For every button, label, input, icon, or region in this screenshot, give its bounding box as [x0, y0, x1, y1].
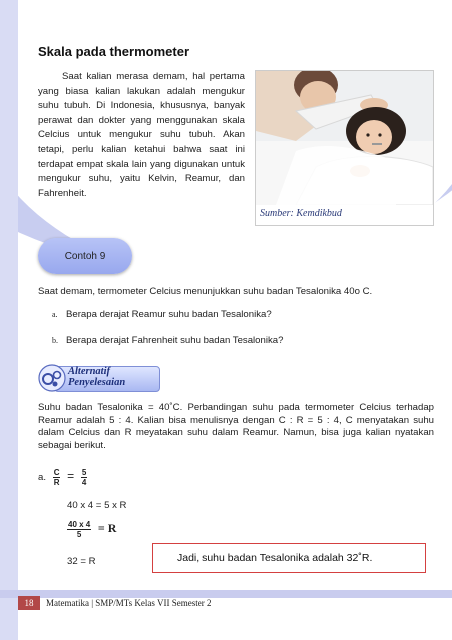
question-item-text: Berapa derajat Fahrenheit suhu badan Tesalonika? [66, 335, 284, 346]
fraction-numerator: 40 x 4 [68, 520, 91, 529]
question-item-letter: a. [52, 310, 58, 319]
section-title: Skala pada thermometer [38, 44, 190, 59]
fraction-5-over-4 [81, 468, 87, 487]
photo-caption: Sumber: Kemdikbud [256, 205, 433, 225]
question-item-letter: b. [52, 336, 58, 345]
example-question: Saat demam, termometer Celcius menunjukkan suhu badan Tesalonika 40o C. [38, 286, 373, 297]
page-number: 18 [18, 596, 40, 610]
fraction-c-over-r [53, 468, 61, 487]
example-label: Contoh 9 [38, 238, 132, 274]
illustration-photo [255, 70, 434, 226]
footer-text: Matematika | SMP/MTs Kelas VII Semester 2 [46, 598, 212, 608]
fraction-numerator: 5 [81, 468, 87, 477]
question-item-a [52, 309, 272, 320]
equation-label: a. [38, 472, 47, 484]
question-item-text: Berapa derajat Reamur suhu badan Tesalonika? [66, 309, 272, 320]
equation-3 [67, 520, 116, 539]
badge-line-2: Penyelesaian [68, 377, 126, 388]
sick-child-illustration [256, 71, 433, 205]
equation-2: 40 x 4 = 5 x R [67, 500, 127, 511]
equation-1 [38, 468, 87, 487]
equals-r: = R [97, 521, 117, 536]
conclusion-box: Jadi, suhu badan Tesalonika adalah 32˚R. [152, 543, 426, 573]
fraction-160-over-5 [67, 520, 91, 539]
equation-4: 32 = R [67, 556, 96, 567]
intro-paragraph: Saat kalian merasa demam, hal pertama yang biasa kalian lakukan adalah mengukur suhu tubuh. Di Indonesia, khususnya, banyak perawat dan dokter yang menggunakan skala Celcius untuk mengukur suhu tubuh. Akan tetapi, perlu kalian ketahui bahwa saat ini terdapat empat skala lain yang digunakan untuk mengukur suhu, yaitu Kelvin, Reamur, dan Fahrenheit. [38, 71, 245, 199]
alternative-solution-badge [38, 362, 160, 394]
badge-line-1: Alternatif [68, 366, 111, 377]
badge-text [68, 366, 125, 388]
solution-paragraph: Suhu badan Tesalonika = 40˚C. Perbandingan suhu pada termometer Celcius terhadap Reamur adalah 5 : 4. Kalian bisa menulisnya dengan C : R = 5 : 4, C menyatakan suhu dalam Celcius dan R meyatakan suhu dalam Reamur. Namun, bisa juga kalian nyatakan sebagai berikut. [38, 402, 434, 451]
fraction-numerator: C [53, 468, 60, 477]
fraction-denominator: 4 [81, 478, 87, 487]
equals-sign: = [67, 469, 75, 484]
fraction-denominator: R [53, 478, 60, 487]
gears-icon [38, 364, 66, 392]
question-item-b [52, 335, 283, 346]
fraction-denominator: 5 [76, 530, 82, 539]
